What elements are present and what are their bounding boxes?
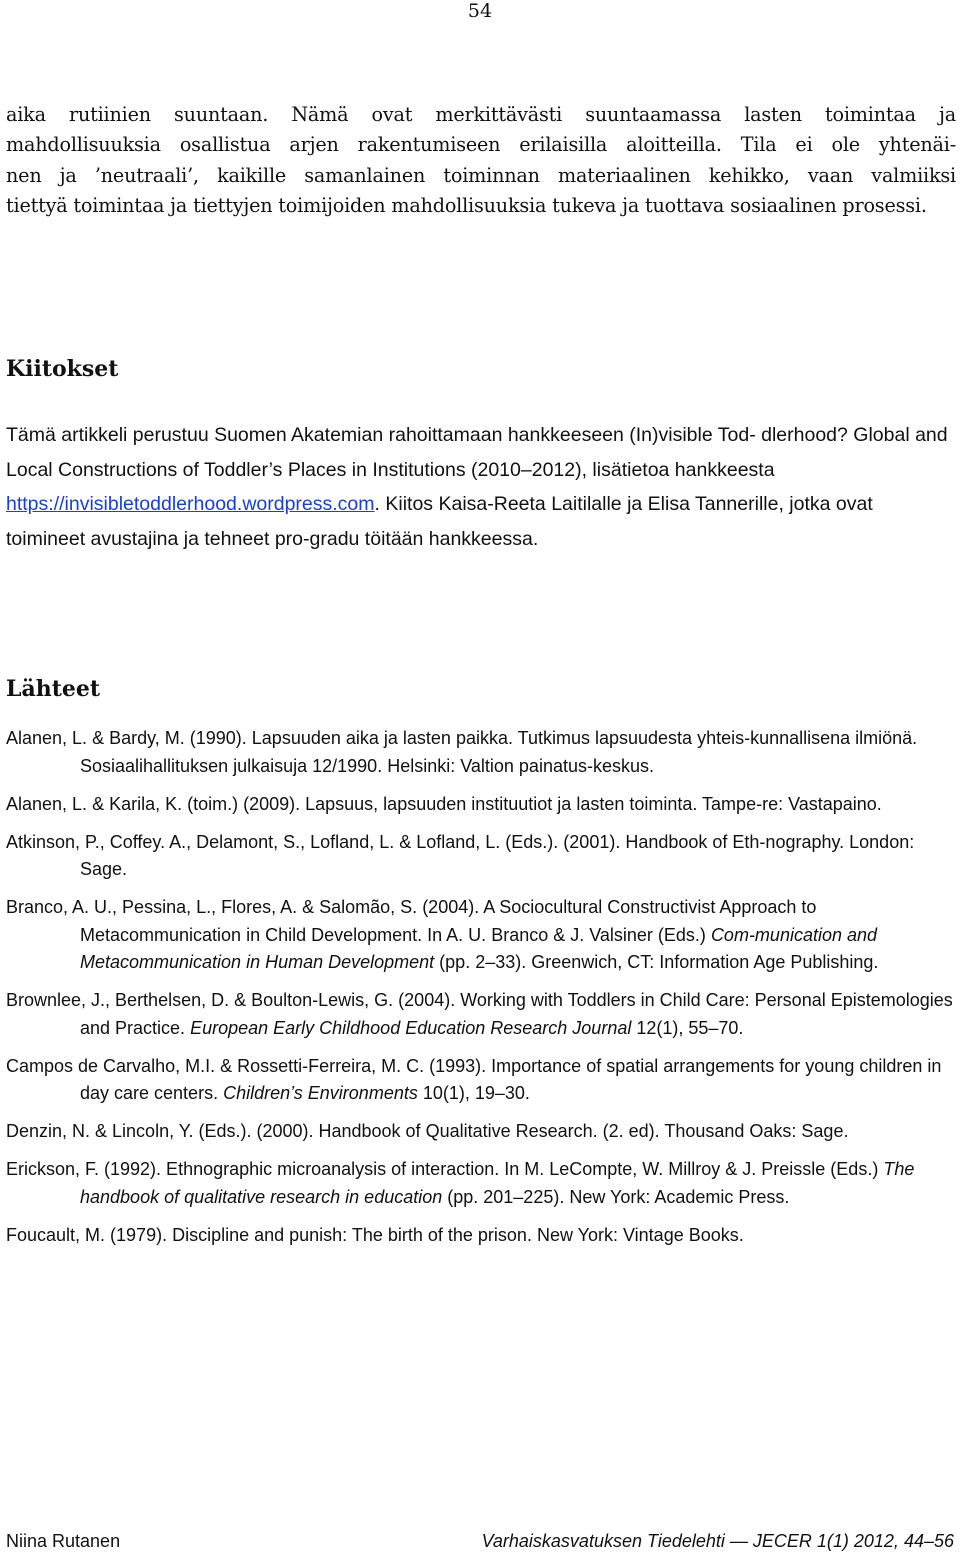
project-link[interactable]: https://invisibletoddlerhood.wordpress.com — [6, 493, 375, 515]
footer-author: Niina Rutanen — [6, 1531, 121, 1551]
acknowledgements-heading: Kiitokset — [6, 356, 119, 382]
page-footer — [6, 1528, 954, 1554]
reference-item: Atkinson, P., Coffey. A., Delamont, S., Lofland, L. & Lofland, L. (Eds.). (2001). Handbook of Eth-nography. London: Sage. — [6, 831, 915, 879]
intro-line: nen ja ’neutraali’, kaikille samanlainen toiminnan materiaalinen kehikko, vaan valmiiksi — [6, 163, 956, 187]
page-number: 54 — [467, 0, 493, 22]
acknowledgements-paragraph — [6, 418, 952, 556]
reference-item: Alanen, L. & Bardy, M. (1990). Lapsuuden aika ja lasten paikka. Tutkimus lapsuudesta yhteis-kunnallisena ilmiönä. Sosiaalihallituksen julkaisuja 12/1990. Helsinki: Valtion painatus-keskus. — [6, 728, 918, 776]
ack-text: Tämä artikkeli perustuu Suomen Akatemian rahoittamaan hankkeeseen (In)visible Tod- dlerhood? Global and Local Constructions of Toddler’s Places in Institutions (2010–2012), lisätietoa hankkeesta — [6, 424, 948, 481]
reference-item: Brownlee, J., Berthelsen, D. & Boulton-Lewis, G. (2004). Working with Toddlers in Child Care: Personal Epistemologies and Practice. European Early Childhood Education Research Journal 12(1), 55–70. — [6, 990, 953, 1038]
reference-item: Erickson, F. (1992). Ethnographic microanalysis of interaction. In M. LeCompte, W. Millroy & J. Preissle (Eds.) The handbook of qualitative research in education (pp. 201–225). New York: Academic Press. — [6, 1159, 915, 1207]
ack-text-end: . Kiitos Kaisa-Reeta Laitilalle ja Elisa Tannerille, jotka ovat toimineet avustajina ja tehneet pro-gradu töitään hankkeessa. — [6, 493, 873, 550]
reference-item: Foucault, M. (1979). Discipline and punish: The birth of the prison. New York: Vintage Books. — [6, 1224, 744, 1245]
reference-list — [6, 725, 956, 1260]
reference-item: Denzin, N. & Lincoln, Y. (Eds.). (2000). Handbook of Qualitative Research. (2. ed). Thousand Oaks: Sage. — [6, 1121, 849, 1141]
reference-item: Campos de Carvalho, M.I. & Rossetti-Ferreira, M. C. (1993). Importance of spatial arrangements for young children in day care centers. Children’s Environments 10(1), 19–30. — [6, 1055, 942, 1103]
references-heading: Lähteet — [6, 676, 101, 702]
intro-line: aika rutiinien suuntaan. Nämä ovat merkittävästi suuntaamassa lasten toimintaa ja — [6, 103, 956, 126]
reference-item: Alanen, L. & Karila, K. (toim.) (2009). Lapsuus, lapsuuden instituutiot ja lasten toiminta. Tampe-re: Vastapaino. — [6, 793, 882, 814]
intro-paragraph — [6, 100, 956, 222]
intro-line: tiettyä toimintaa ja tiettyjen toimijoiden mahdollisuuksia tukeva ja tuottava sosiaalinen — [6, 194, 837, 218]
reference-item: Branco, A. U., Pessina, L., Flores, A. & Salomão, S. (2004). A Sociocultural Constructivist Approach to Metacommunication in Child Development. In A. U. Branco & J. Valsiner (Eds.) Com-munication and Metacommunication in Human Development (pp. 2–33). Greenwich, CT: Information Age Publishing. — [6, 897, 879, 972]
footer-journal: Varhaiskasvatuksen Tiedelehti — JECER 1(1) 2012, 44–56 — [481, 1531, 954, 1551]
intro-line: mahdollisuuksia osallistua arjen rakentumiseen erilaisilla aloitteilla. Tila ei ole yhtenäi- — [6, 133, 956, 157]
intro-line: prosessi. — [842, 194, 927, 218]
